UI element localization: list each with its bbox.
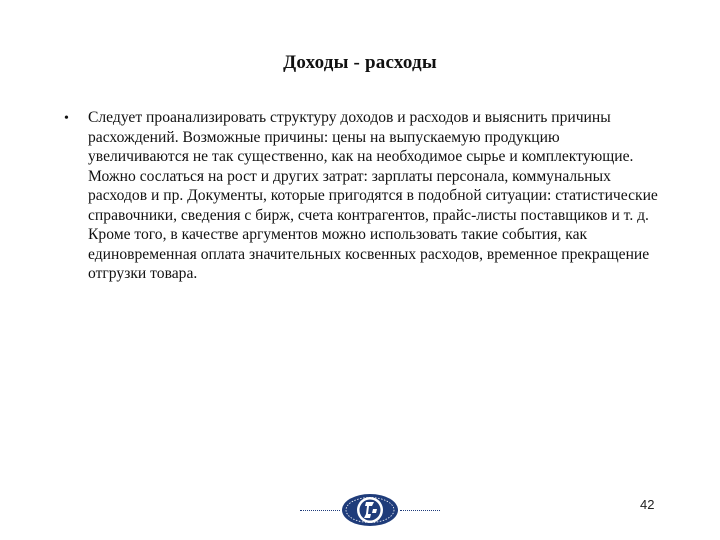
page-number: 42 bbox=[640, 497, 655, 512]
logo-left-rule bbox=[300, 510, 340, 511]
university-emblem-icon bbox=[340, 492, 400, 528]
slide-title: Доходы - расходы bbox=[283, 52, 437, 73]
logo-right-rule bbox=[400, 510, 440, 511]
bullet-marker: • bbox=[64, 111, 69, 126]
bullet-text: Следует проанализировать структуру доходов и расходов и выяснить причины расхождений. Возможные причины: цены на выпускаемую продукцию увеличиваются не так существенно, как на необходимое сырье и комплектующие. Можно сослаться на рост и других затрат: зарплаты персонала, коммунальных расходов и пр. Документы, которые пригодятся в подобной ситуации: статистические справочники, сведения с бирж, счета контрагентов, прайс-листы поставщиков и т. д. Кроме того, в качестве аргументов можно использовать такие события, как единовременная оплата значительных косвенных расходов, временное прекращение отгрузки товара. bbox=[88, 109, 658, 282]
